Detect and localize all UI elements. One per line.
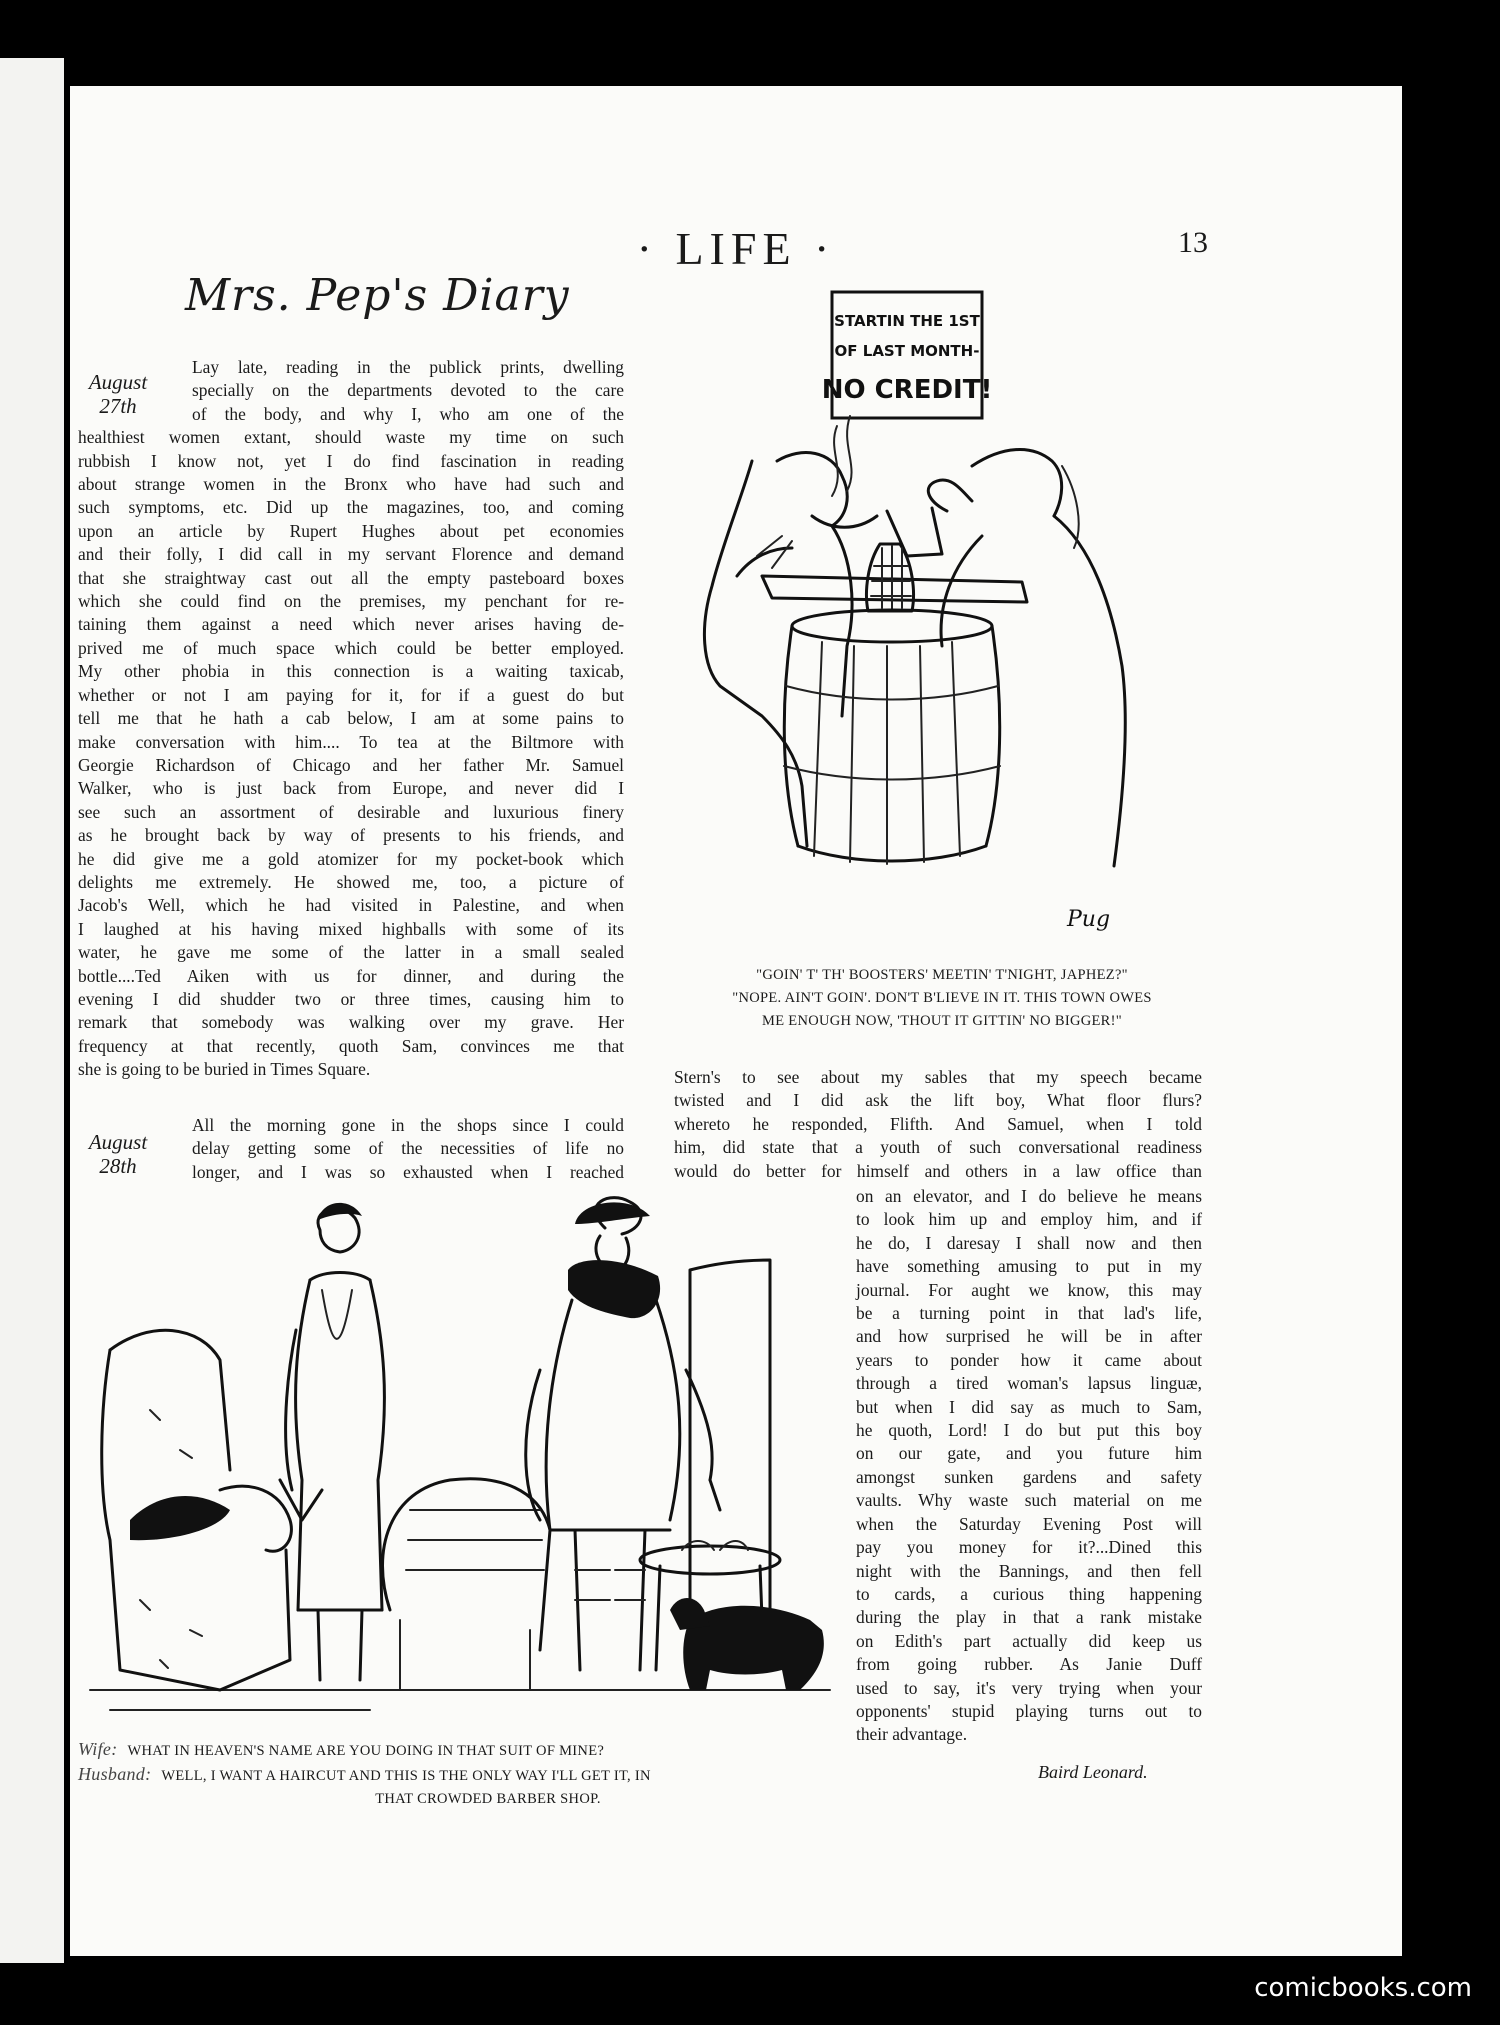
text-line: on our gate, and you future him <box>856 1443 1202 1464</box>
text-line: as he brought back by way of presents to his friends, and <box>78 825 624 846</box>
text-line: that she straightway cast out all the empty pasteboard boxes <box>78 567 624 588</box>
text-line: be a turning point in that lad's life, <box>856 1303 1202 1324</box>
masthead: · LIFE · <box>636 223 836 274</box>
text-line: My other phobia in this connection is a waiting taxicab, <box>78 661 624 682</box>
wife-line: WHAT IN HEAVEN'S NAME ARE YOU DOING IN THAT SUIT OF MINE? <box>127 1743 605 1759</box>
sign-line-1: STARTIN THE 1ST <box>834 312 980 330</box>
cartoon-bottom-caption <box>78 1738 848 1811</box>
text-line: journal. For aught we know, this may <box>856 1279 1202 1300</box>
entry-date-month: August <box>88 1130 148 1154</box>
continuation-wide <box>674 1066 1202 1183</box>
text-line: specially on the departments devoted to the care <box>192 380 624 401</box>
text-line: remark that somebody was walking over my grave. Her <box>78 1012 624 1033</box>
text-line: through a tired woman's lapsus linguæ, <box>856 1373 1202 1394</box>
text-line: frequency at that recently, quoth Sam, convinces me that <box>78 1035 624 1056</box>
text-line: which she could find on the premises, my penchant for re- <box>78 591 624 612</box>
text-line: rubbish I know not, yet I do find fascination in reading <box>78 450 624 471</box>
text-line: pay you money for it?...Dined this <box>856 1537 1202 1558</box>
entry-date-aug-28 <box>84 1130 152 1178</box>
magazine-page <box>70 86 1402 1956</box>
cartoon-wife-husband <box>70 1190 838 1738</box>
text-line: and their folly, I did call in my servant Florence and demand <box>78 544 624 565</box>
entry-date-month: August <box>88 370 148 394</box>
text-line: on Edith's part actually did keep us <box>856 1630 1202 1651</box>
entry-date-day: 27th <box>99 394 137 418</box>
text-line: whether or not I am paying for it, for if a guest do but <box>78 684 624 705</box>
text-line: amongst sunken gardens and safety <box>856 1466 1202 1487</box>
cartoon-no-credit <box>682 286 1202 956</box>
text-line: him, did state that a youth of such conversational readiness <box>674 1137 1202 1158</box>
cartoon-top-caption <box>682 964 1202 1033</box>
text-line: tell me that he hath a cab below, I am at some pains to <box>78 708 624 729</box>
text-line: on an elevator, and I do believe he means <box>856 1186 1202 1206</box>
continuation-narrow <box>856 1185 1202 1747</box>
text-line: healthiest women extant, should waste my time on such <box>78 427 624 448</box>
artist-signature: Pug <box>1067 907 1111 932</box>
caption-line: ME ENOUGH NOW, 'THOUT IT GITTIN' NO BIGGER!" <box>762 1013 1122 1029</box>
caption-line: "NOPE. AIN'T GOIN'. DON'T B'LIEVE IN IT. THIS TOWN OWES <box>732 990 1152 1006</box>
site-watermark: comicbooks.com <box>1254 1973 1472 2003</box>
text-line: Georgie Richardson of Chicago and her father Mr. Samuel <box>78 754 624 775</box>
text-line: vaults. Why waste such material on me <box>856 1490 1202 1511</box>
text-line: have something amusing to put in my <box>856 1256 1202 1277</box>
caption-line: "GOIN' T' TH' BOOSTERS' MEETIN' T'NIGHT, JAPHEZ?" <box>756 967 1128 983</box>
text-line: he do, I daresay I shall now and then <box>856 1232 1202 1253</box>
entry-body-aug-28 <box>192 1114 624 1184</box>
text-line: make conversation with him.... To tea at the Biltmore with <box>78 731 624 752</box>
text-line: about strange women in the Bronx who have had such and <box>78 474 624 495</box>
text-line: longer, and I was so exhausted when I reached <box>192 1161 624 1182</box>
text-line: bottle....Ted Aiken with us for dinner, and during the <box>78 965 624 986</box>
text-line: water, he gave me some of the latter in a small sealed <box>78 942 624 963</box>
text-line: opponents' stupid playing turns out to <box>856 1700 1202 1721</box>
sign-line-3: NO CREDIT! <box>821 375 993 405</box>
text-line: and how surprised he will be in after <box>856 1326 1202 1347</box>
text-line: such symptoms, etc. Did up the magazines, too, and coming <box>78 497 624 518</box>
text-line: of the body, and why I, who am one of the <box>192 403 624 424</box>
text-line: when the Saturday Evening Post will <box>856 1513 1202 1534</box>
text-line: would do better for himself and others in a law office than <box>674 1160 1202 1181</box>
text-line: years to ponder how it came about <box>856 1349 1202 1370</box>
text-line: Stern's to see about my sables that my speech became <box>674 1067 1202 1087</box>
text-line: All the morning gone in the shops since I could <box>192 1115 624 1135</box>
text-line: upon an article by Rupert Hughes about pet economies <box>78 520 624 541</box>
text-line: evening I did shudder two or three times, causing him to <box>78 988 624 1009</box>
text-line: to cards, a curious thing happening <box>856 1583 1202 1604</box>
text-line: to look him up and employ him, and if <box>856 1209 1202 1230</box>
entry-body-aug-27 <box>78 356 624 1082</box>
husband-caption-line <box>78 1763 848 1788</box>
text-line: prived me of much space which could be better employed. <box>78 637 624 658</box>
text-line: Walker, who is just back from Europe, and never did I <box>78 778 624 799</box>
text-line: taining them against a need which never arises having de- <box>78 614 624 635</box>
text-line: delay getting some of the necessities of life no <box>192 1138 624 1159</box>
article-signature: Baird Leonard. <box>1038 1762 1148 1782</box>
text-line: I laughed at his having mixed highballs with some of its <box>78 918 624 939</box>
previous-page-edge <box>0 58 64 1963</box>
text-line: whereto he responded, Flifth. And Samuel, when I told <box>674 1113 1202 1134</box>
text-line: night with the Bannings, and then fell <box>856 1560 1202 1581</box>
wife-label: Wife: <box>78 1739 118 1759</box>
text-line: their advantage. <box>856 1724 968 1745</box>
text-line: from going rubber. As Janie Duff <box>856 1654 1202 1675</box>
sign-line-2: OF LAST MONTH- <box>834 342 980 360</box>
text-line: he did give me a gold atomizer for my pocket-book which <box>78 848 624 869</box>
husband-label: Husband: <box>78 1764 152 1784</box>
text-line: she is going to be buried in Times Square. <box>78 1059 371 1080</box>
entry-date-day: 28th <box>99 1154 137 1178</box>
article-title: Mrs. Pep's Diary <box>185 270 570 321</box>
husband-caption-line-2: THAT CROWDED BARBER SHOP. <box>375 1791 601 1807</box>
wife-caption-line <box>78 1738 848 1763</box>
text-line: twisted and I did ask the lift boy, What floor flurs? <box>674 1090 1202 1111</box>
text-line: Lay late, reading in the publick prints, dwelling <box>192 357 624 377</box>
text-line: he quoth, Lord! I do but put this boy <box>856 1420 1202 1441</box>
husband-line: WELL, I WANT A HAIRCUT AND THIS IS THE ONLY WAY I'LL GET IT, IN <box>161 1768 651 1784</box>
text-line: see such an assortment of desirable and luxurious finery <box>78 801 624 822</box>
page-number: 13 <box>1178 226 1208 259</box>
text-line: used to say, it's very trying when your <box>856 1677 1202 1698</box>
text-line: during the play in that a rank mistake <box>856 1607 1202 1628</box>
text-line: delights me extremely. He showed me, too, a picture of <box>78 871 624 892</box>
text-line: but when I did say as much to Sam, <box>856 1396 1202 1417</box>
text-line: Jacob's Well, which he had visited in Palestine, and when <box>78 895 624 916</box>
